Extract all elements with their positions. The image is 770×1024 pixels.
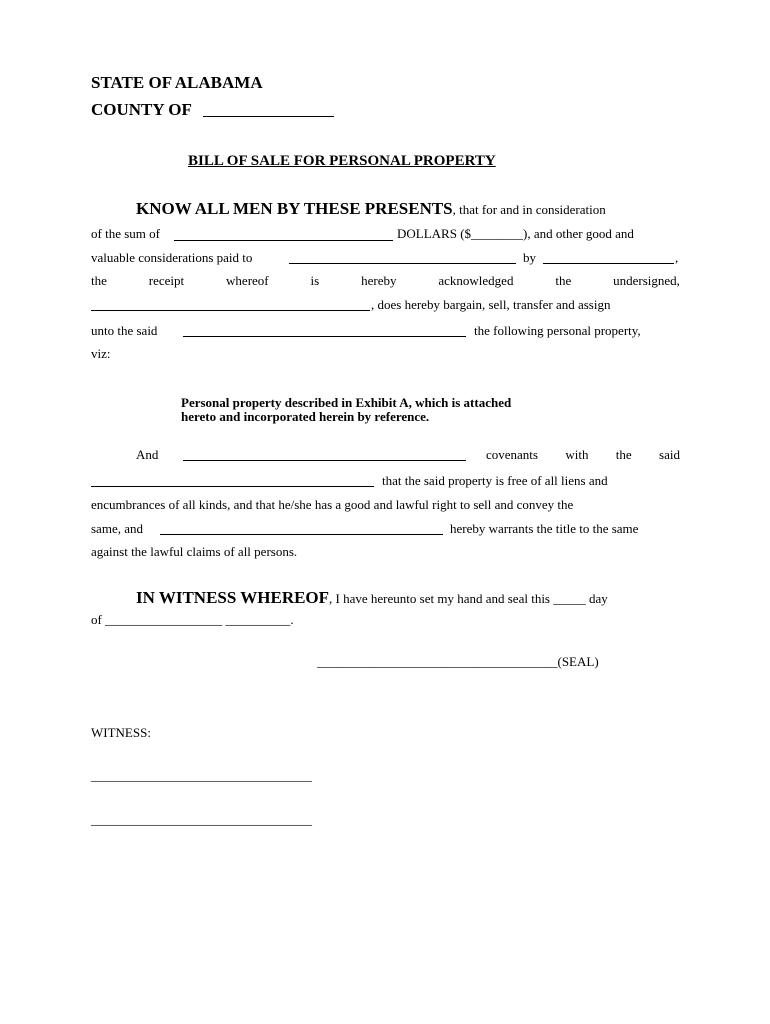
covenants-line [486, 447, 680, 463]
covenants-word: said [659, 447, 680, 462]
seller-blank[interactable] [91, 310, 370, 311]
receipt-word: hereby [361, 273, 397, 288]
sum-blank[interactable] [174, 240, 393, 241]
unto-label: unto the said [91, 323, 158, 338]
following-property-text: the following personal property, [474, 323, 641, 338]
by-label: by [523, 250, 536, 265]
covenants-word: with [565, 447, 589, 462]
liens-text: that the said property is free of all liens and [382, 473, 608, 488]
viz-text: viz: [91, 346, 111, 361]
receipt-word: acknowledged [438, 273, 514, 288]
covenantor-blank[interactable] [183, 460, 466, 461]
lawful-claims-text: against the lawful claims of all persons. [91, 544, 298, 559]
receipt-word: whereof [226, 273, 269, 288]
dollars-text: DOLLARS ($________), and other good and [397, 226, 634, 241]
warrants-text: hereby warrants the title to the same [450, 521, 639, 536]
witness-whereof-line [136, 588, 608, 608]
know-all-men-lead: KNOW ALL MEN BY THESE PRESENTS [136, 199, 453, 218]
document-title: BILL OF SALE FOR PERSONAL PROPERTY [188, 153, 496, 169]
witness-signature-line-2[interactable]: __________________________________ [91, 812, 312, 827]
seal-signature-line[interactable]: _____________________________________(SEAL) [317, 654, 599, 669]
exhibit-line-2: hereto and incorporated herein by reference. [181, 409, 430, 424]
receipt-word: the [91, 273, 107, 288]
receipt-word: receipt [148, 273, 185, 288]
county-heading: COUNTY OF [91, 100, 192, 119]
by-blank[interactable] [543, 263, 674, 264]
covenants-word: covenants [486, 447, 538, 462]
intro-line [136, 199, 606, 219]
encumbrances-text: encumbrances of all kinds, and that he/she has a good and lawful right to sell and convey the [91, 497, 574, 512]
witness-signature-line-1[interactable]: __________________________________ [91, 768, 312, 783]
exhibit-line-1: Personal property described in Exhibit A, which is attached [181, 395, 512, 410]
witness-whereof-lead: IN WITNESS WHEREOF [136, 588, 330, 607]
covenants-word: the [615, 447, 632, 462]
date-line[interactable]: of __________________ __________. [91, 612, 294, 627]
witness-label: WITNESS: [91, 725, 151, 740]
witness-whereof-tail: , I have hereunto set my hand and seal this _____ day [329, 591, 608, 606]
buyer-blank[interactable] [183, 336, 466, 337]
same-and-label: same, and [91, 521, 143, 536]
receipt-word: the [555, 273, 572, 288]
receipt-line [91, 273, 680, 289]
by-comma: , [675, 250, 679, 265]
paid-to-label: valuable considerations paid to [91, 250, 253, 265]
sum-label: of the sum of [91, 226, 160, 241]
receipt-word: undersigned, [613, 273, 680, 288]
county-blank[interactable] [203, 116, 334, 117]
bargain-text: , does hereby bargain, sell, transfer and assign [371, 297, 611, 312]
intro-tail: , that for and in consideration [452, 202, 606, 217]
and-label: And [136, 447, 159, 462]
receipt-word: is [310, 273, 320, 288]
paid-to-blank[interactable] [289, 263, 516, 264]
covenantee-blank[interactable] [91, 486, 374, 487]
state-heading: STATE OF ALABAMA [91, 73, 263, 92]
warrantor-blank[interactable] [160, 534, 443, 535]
